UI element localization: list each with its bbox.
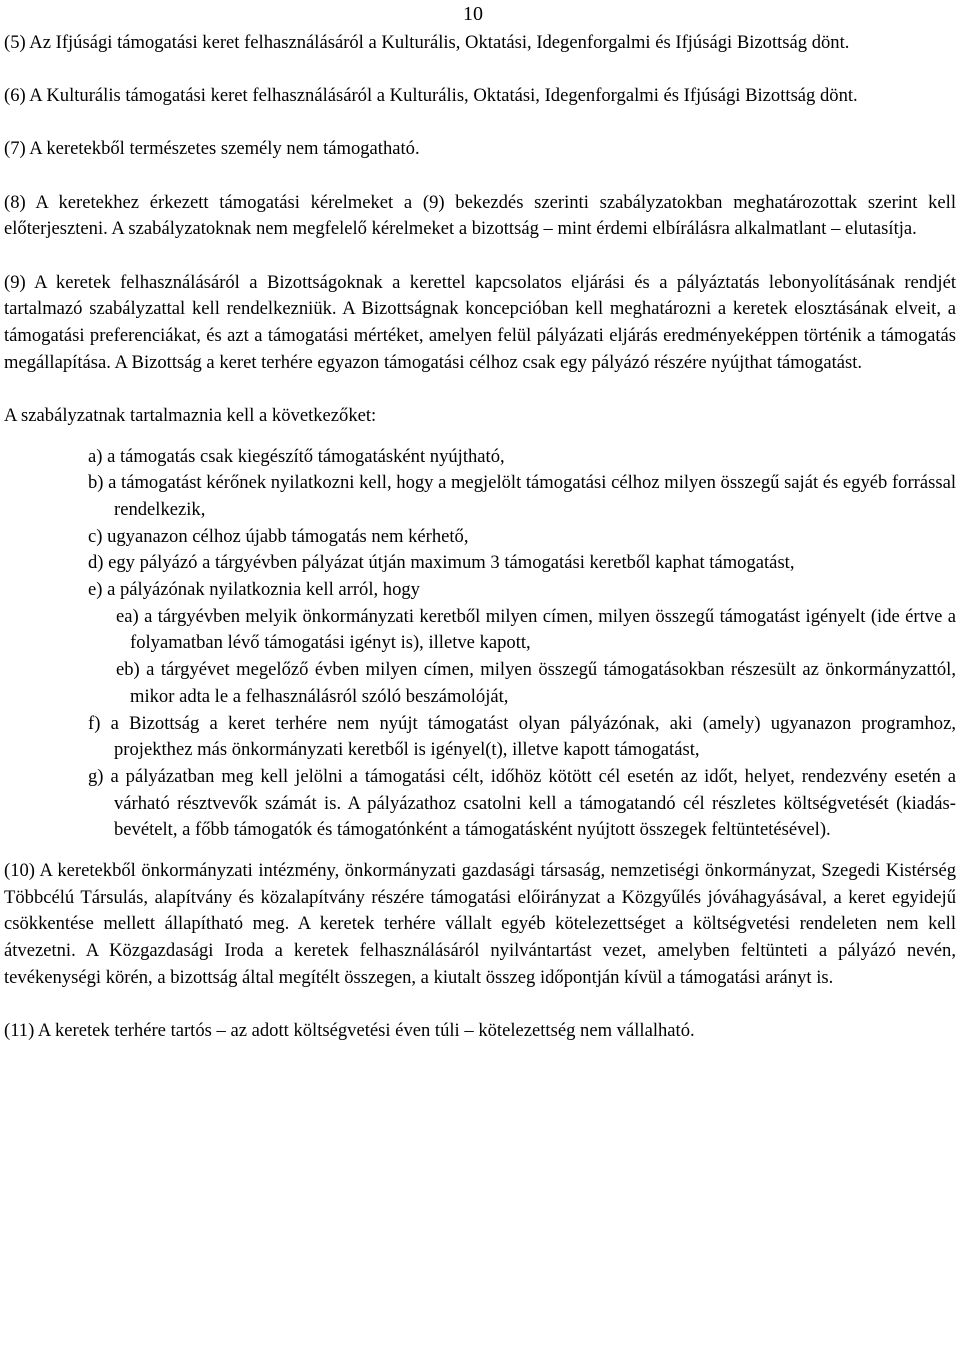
paragraph-5: (5) Az Ifjúsági támogatási keret felhasználásáról a Kulturális, Oktatási, Idegenforgalmi és Ifjúsági Bizottság dönt.	[4, 32, 850, 53]
list-subitem-ea: ea) a tárgyévben melyik önkormányzati keretből milyen címen, milyen összegű támogatást igényelt (ide értve a folyamatban lévő támogatási igényt is), illetve kapott,	[116, 605, 956, 654]
list-item-c: c) ugyanazon célhoz újabb támogatás nem kérhető,	[88, 525, 469, 547]
list-item-g: g) a pályázatban meg kell jelölni a támogatási célt, időhöz kötött cél esetén az időt, helyet, rendezvény esetén a várható résztvevők számát is. A pályázathoz csatolni kell a támogatandó cél részletes költségvetését (kiadás-bevételt, a főbb támogatók és támogatónként a támogatásként nyújtott összegek feltüntetésével).	[88, 765, 956, 841]
list-item-f: f) a Bizottság a keret terhére nem nyújt támogatást olyan pályázónak, aki (amely) ugyanazon programhoz, projekthez más önkormányzati keretből is igényel(t), illetve kapott támogatást,	[88, 712, 956, 761]
list-item-b: b) a támogatást kérőnek nyilatkozni kell, hogy a megjelölt támogatási célhoz milyen összegű saját és egyéb forrással rendelkezik,	[88, 472, 956, 520]
paragraph-7: (7) A keretekből természetes személy nem támogatható.	[4, 138, 420, 160]
list-subitem-eb: eb) a tárgyévet megelőző évben milyen címen, milyen összegű támogatásokban részesült az önkormányzattól, mikor adta le a felhasználásról szóló beszámolóját,	[116, 659, 956, 707]
page-number: 10	[463, 3, 483, 25]
requirements-list	[4, 444, 956, 845]
list-item-d: d) egy pályázó a tárgyévben pályázat útján maximum 3 támogatási keretből kaphat támogatást,	[88, 552, 795, 574]
paragraph-10: (10) A keretekből önkormányzati intézmény, önkormányzati gazdasági társaság, nemzetiségi önkormányzat, Szegedi Kistérség Többcélú Társulás, alapítvány és közalapítvány részére támogatási előirányzat a Közgyűlés jóváhagyásával, a keret egyidejű csökkentése mellett állapítható meg. A keretek terhére vállalt egyéb kötelezettséget a költségvetési rendeleten nem kell átvezetni. A Közgazdasági Iroda a keretek felhasználásáról nyilvántartást vezet, amelyben feltünteti a pályázó nevén, tevékenységi körén, a bizottság által megítélt összegen, a kiutalt összeg időpontján kívül a támogatási arányt is.	[4, 860, 956, 988]
list-item-e: e) a pályázónak nyilatkoznia kell arról, hogy	[88, 579, 420, 601]
paragraph-8: (8) A keretekhez érkezett támogatási kérelmeket a (9) bekezdés szerinti szabályzatokban meghatározottak szerint kell előterjeszteni. A szabályzatoknak nem megfelelő kérelmeket a bizottság – mint érdemi elbírálásra alkalmatlant – elutasítja.	[4, 191, 956, 240]
document-body	[4, 30, 956, 1071]
paragraph-9: (9) A keretek felhasználásáról a Bizottságoknak a kerettel kapcsolatos eljárási és a pályáztatás lebonyolításának rendjét tartalmazó szabályzattal kell rendelkezniük. A Bizottságnak koncepcióban kell meghatározni a keretek elosztásának elveit, a támogatási preferenciákat, és azt a támogatási mértéket, amelyen felül pályázati eljárás eredményeképpen történik a támogatás megállapítása. A Bizottság a keret terhére egyazon támogatási célhoz csak egy pályázó részére nyújthat támogatást.	[4, 271, 956, 373]
paragraph-6: (6) A Kulturális támogatási keret felhasználásáról a Kulturális, Oktatási, Idegenforgalmi és Ifjúsági Bizottság dönt.	[4, 85, 858, 107]
paragraph-11: (11) A keretek terhére tartós – az adott költségvetési éven túli – kötelezettség nem vállalható.	[4, 1020, 695, 1042]
list-intro: A szabályzatnak tartalmaznia kell a következőket:	[4, 404, 377, 426]
list-item-a: a) a támogatás csak kiegészítő támogatásként nyújtható,	[88, 445, 505, 467]
